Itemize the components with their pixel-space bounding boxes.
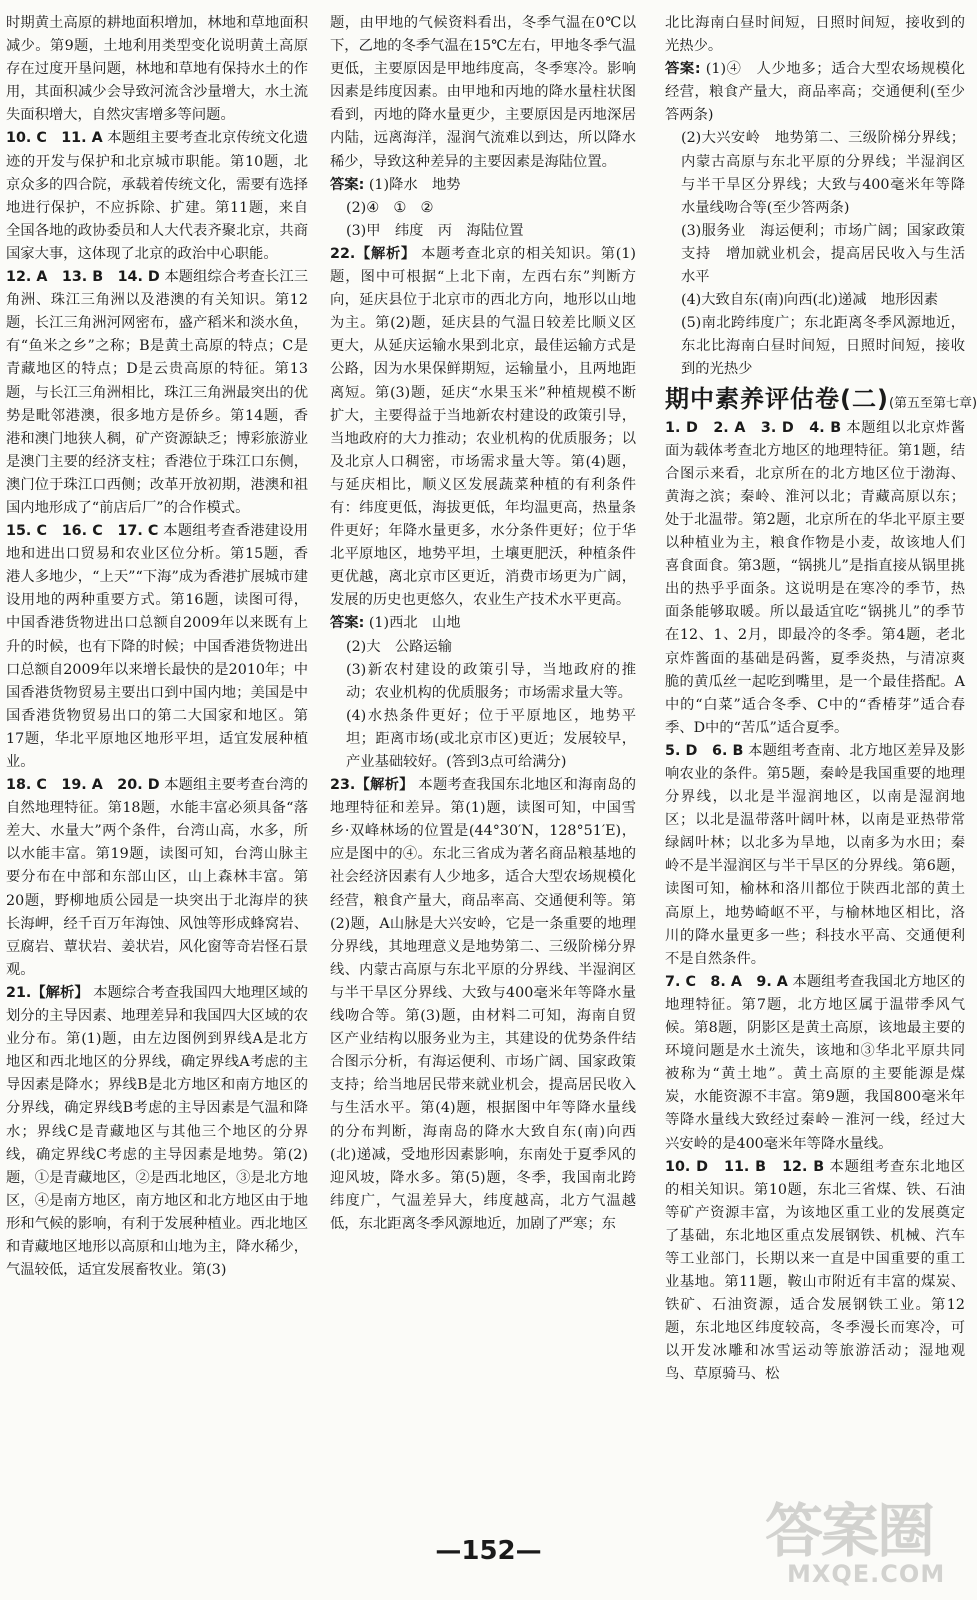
answer-entry — [6, 127, 308, 266]
entry-text: 北比海南白昼时间短，日照时间短，接收到的光热少。 — [665, 15, 965, 55]
answer-entry — [6, 774, 308, 982]
answer-entry — [330, 243, 636, 613]
entry-text: 本题考查我国东北地区和海南岛的地理特征和差异。第(1)题，读图可知，中国雪乡·双峰林场的位置是(44°30′N，128°51′E)，应是图中的④。东北三省成为著名商品粮基地的社会经济因素有人少地多，适合大型农场规模化经营，粮食产量大，商品率高、交通便利等。第(2)题，A山脉是大兴安岭，它是一条重要的地理分界线，其地理意义是地势第二、三级阶梯分界线、内蒙古高原与东北平原的分界线、半湿润区与半干旱区分界线、大致与400毫米年等降水量线吻合等。第(3)题，由材料二可知，海南自贸区产业结构以服务业为主，其建设的优势条件结合图示分析，有海运便利、市场广阔、国家政策支持；给当地居民带来就业机会，提高居民收入与生活水平。第(4)题，根据图中年等降水量线的分布判断，海南岛的降水大致自东(南)向西(北)递减，受地形因素影响，东南处于夏季风的迎风坡，降水多。第(5)题，冬季，我国南北跨纬度广，气温差异大，纬度越高，北方气温越低，东北距离冬季风源地近，加剧了严寒；东 — [330, 777, 637, 1232]
entry-text: 题，由甲地的气候资料看出，冬季气温在0℃以下，乙地的冬季气温在15℃左右，甲地冬季气温更低，主要原因是甲地纬度高，冬季寒冷。影响因素是纬度因素。由甲地和丙地的降水量柱状图看到，丙地的降水量更少，主要原因是丙地深居内陆，远离海洋，湿润气流难以到达，所以降水稀少，导致这种差异的主要因素是海陆位置。 — [330, 15, 636, 170]
answer-entry — [330, 774, 636, 1236]
entry-text: 本题组考查我国北方地区的地理特征。第7题，北方地区属于温带季风气候。第8题，阴影区是黄土高原，该地最主要的环境问题是水土流失，该地和③华北平原共同被称为“黄土地”。黄土高原的主要能源是煤炭，水能资源不丰富。第9题，我国800毫米年等降水量线大致经过秦岭－淮河一线，经过大兴安岭的是400毫米年等降水量线。 — [665, 973, 965, 1152]
entry-lead: 7. C 8. A 9. A — [665, 973, 788, 990]
entry-text: 本题组主要考查台湾的自然地理特征。第18题，水能丰富必须具备“落差大、水量大”两个条件，台湾山高，水多，所以水能丰富。第19题，读图可知，台湾山脉主要分布在中部和东部山区，山上森林丰富。第20题，野柳地质公园是一块突出于北海岸的狭长海岬，经千百万年海蚀、风蚀等形成蜂窝岩、豆腐岩、蕈状岩、姜状岩，风化窗等奇岩怪石景观。 — [6, 777, 309, 978]
watermark-logo-text: 答案圈 — [765, 1497, 934, 1565]
answer-entry — [665, 220, 965, 289]
answer-entry — [665, 971, 965, 1156]
entry-lead: 21.【解析】 — [6, 984, 89, 1001]
entry-text: (2)大 公路运输 — [346, 638, 453, 655]
entry-text: (4)大致自东(南)向西(北)递减 地形因素 — [681, 292, 939, 309]
entry-text: (4)水热条件更好；位于平原地区，地势平坦；距离市场(或北京市区)更近；发展较早，产业基础较好。(答到3点可给满分) — [346, 707, 636, 770]
entry-text: (1)④ 人少地多；适合大型农场规模化经营，粮食产量大，商品率高；交通便利(至少答两条) — [665, 61, 966, 124]
entry-text: 本题组主要考查北京传统文化遗迹的开发与保护和北京城市职能。第10题，北京众多的四合院，承载着传统文化，需要有选择地进行保护，不应拆除、扩建。第11题，来自全国各地的政协委员和人大代表齐聚北京，共商国家大事，这体现了北京的政治中心职能。 — [6, 130, 309, 262]
answer-entry — [665, 127, 965, 219]
entry-text: (1)降水 地势 — [368, 176, 461, 193]
answer-entry — [330, 220, 636, 243]
answer-entry — [665, 740, 965, 971]
middle-column — [330, 12, 636, 1236]
entry-text: 本题组综合考查长江三角洲、珠江三角洲以及港澳的有关知识。第12题，长江三角洲河网密布，盛产稻米和淡水鱼，有“鱼米之乡”之称；B是黄土高原的特点；C是青藏地区的特点；D是云贵高原的特征。第13题，与长江三角洲相比，珠江三角洲最突出的优势是毗邻港澳，很多地方是侨乡。第14题，香港和澳门地狭人稠，矿产资源缺乏；博彩旅游业是澳门主要的经济支柱；香港位于珠江口东侧，澳门位于珠江口西侧；改革开放初期，港澳和祖国内地形成了“前店后厂”的合作模式。 — [6, 269, 309, 516]
answer-entry — [330, 12, 636, 174]
entry-text: (2)大兴安岭 地势第二、三级阶梯分界线；内蒙古高原与东北平原的分界线；半湿润区与半干旱区分界线；大致与400毫米年等降水量线吻合等(至少答两条) — [681, 130, 965, 216]
entry-text: 本题综合考查我国四大地理区域的划分的主导因素、地理差异和我国四大区域的农业分布。第(1)题，由左边图例到界线A是北方地区和西北地区的分界线，确定界线A考虑的主导因素是降水；界线B是北方地区和南方地区的分界线，确定界线B考虑的主导因素是气温和降水；界线C是青藏地区与其他三个地区的分界线，确定界线C考虑的主导因素是地势。第(2)题，①是青藏地区，②是西北地区，③是北方地区，④是南方地区，南方地区和北方地区由于地形和气候的影响，有利于发展种植业。西北地区和青藏地区地形以高原和山地为主，降水稀少，气温较低，适宜发展畜牧业。第(3) — [6, 984, 309, 1279]
answer-entry — [330, 659, 636, 705]
entry-text: (3)服务业 海运便利；市场广阔；国家政策支持 增加就业机会，提高居民收入与生活水平 — [681, 222, 965, 286]
entry-lead: 10. D 11. B 12. B — [665, 1158, 825, 1175]
entry-text: (3)新农村建设的政策引导，当地政府的推动；农业机构的优质服务；市场需求量大等。 — [346, 661, 636, 701]
entry-lead: 18. C 19. A 20. D — [6, 777, 160, 794]
answer-entry — [665, 289, 965, 312]
watermark-url-text: MXQE.COM — [787, 1560, 946, 1588]
entry-text: 本题组考查香港建设用地和进出口贸易和农业区位分析。第15题，香港人多地少，“上天”“下海”成为香港扩展城市建设用地的两种重要方式。第16题，读图可得，中国香港货物进出口总额自2009年以来既有上升的时候，也有下降的时候；中国香港货物进出口总额自2009年以来增长最快的是2010年；中国香港货物贸易主要出口到中国内地；美国是中国香港货物贸易出口的第二大国家和地区。第17题，华北平原地区地形平坦，适宜发展种植业。 — [6, 523, 309, 770]
entry-lead: 5. D 6. B — [665, 742, 744, 759]
answer-entry — [330, 174, 636, 197]
answer-entry — [6, 982, 308, 1282]
entry-lead: 15. C 16. C 17. C — [6, 523, 159, 540]
answer-entry — [665, 12, 965, 58]
entry-text: 时期黄土高原的耕地面积增加，林地和草地面积减少。第9题，土地利用类型变化说明黄土高原存在过度开垦问题，林地和草地有保持水土的作用，其面积减少会导致河流含沙量增大，水土流失面积增大，自然灾害增多等问题。 — [6, 15, 308, 124]
entry-lead: 10. C 11. A — [6, 130, 103, 147]
right-bottom-block — [665, 417, 965, 1387]
answer-entry — [6, 12, 308, 127]
answer-entry — [6, 520, 308, 774]
entry-lead: 答案: — [665, 61, 701, 78]
answer-entry — [665, 58, 965, 127]
exam-subtitle: (第五至第七章) — [888, 395, 977, 411]
entry-lead: 1. D 2. A 3. D 4. B — [665, 419, 842, 436]
entry-text: (1)西北 山地 — [368, 615, 461, 632]
entry-text: (5)南北跨纬度广；东北距离冬季风源地近，东北比海南白昼时间短，日照时间短，接收到的光热少 — [681, 315, 965, 378]
entry-lead: 答案: — [330, 176, 365, 193]
entry-text: 本题组以北京炸酱面为载体考查北方地区的地理特征。第1题，结合图示来看，北京所在的北方地区位于渤海、黄海之滨；秦岭、淮河以北；青藏高原以东；处于北温带。第2题，北京所在的华北平原主要以种植业为主，粮食作物是小麦，故该地人们喜食面食。第3题，“锅挑儿”是指直接从锅里挑出的热乎乎面条。这说明是在寒冷的季节，热面条能够取暖。所以最适宜吃“锅挑儿”的季节在12、1、2月，即最冷的冬季。第4题，老北京炸酱面的基础是码酱，夏季炎热，与清凉爽脆的黄瓜丝一起吃到嘴里，是一个最佳搭配。A中的“白菜”适合冬季、C中的“香椿芽”适合春季、D中的“苦瓜”适合夏季。 — [665, 419, 966, 736]
entry-lead: 12. A 13. B 14. D — [6, 269, 160, 286]
answer-entry — [665, 312, 965, 381]
answer-entry — [330, 612, 636, 635]
answer-entry — [665, 1156, 965, 1387]
exam-title — [665, 384, 977, 415]
watermark-logo — [765, 1478, 965, 1594]
answer-entry — [330, 197, 636, 220]
exam-title-text: 期中素养评估卷(二) — [665, 384, 889, 413]
left-column — [6, 12, 308, 1282]
entry-text: (3)甲 纬度 丙 海陆位置 — [346, 222, 524, 239]
answer-entry — [665, 417, 965, 740]
right-column — [665, 12, 977, 1387]
entry-lead: 23.【解析】 — [330, 777, 414, 794]
right-top-block — [665, 12, 965, 382]
entry-text: (2)④ ① ② — [346, 199, 434, 216]
page-number: —152— — [435, 1536, 542, 1566]
answer-entry — [330, 636, 636, 659]
entry-lead: 22.【解析】 — [330, 245, 416, 262]
entry-text: 本题考查北京的相关知识。第(1)题，图中可根据“上北下南，左西右东”判断方向，延庆县位于北京市的西北方向，地形以山地为主。第(2)题，延庆县的气温日较差比顺义区更大，从延庆运输水果到北京，最佳运输方式是公路，因为水果保鲜期短，运输量小，且两地距离短。第(3)题，延庆“水果玉米”种植规模不断扩大，主要得益于当地新农村建设的政策引导，当地政府的大力推动；农业机构的优质服务；以及北京人口稠密，市场需求量大等。第(4)题，与延庆相比，顺义区发展蔬菜种植的有利条件有：纬度更低，海拔更低，年均温更高，热量条件更好；年降水量更多，水分条件更好；位于华北平原地区，地势平坦，土壤更肥沃，种植条件更优越，离北京市区更近，消费市场更为广阔，发展的历史也更悠久，农业生产技术水平更高。 — [330, 245, 637, 609]
entry-text: 本题组考查东北地区的相关知识。第10题，东北三省煤、铁、石油等矿产资源丰富，为该地区重工业的发展奠定了基础，东北地区重点发展钢铁、机械、汽车等工业部门，长期以来一直是中国重要的重工业基地。第11题，鞍山市附近有丰富的煤炭、铁矿、石油资源，适合发展钢铁工业。第12题，东北地区纬度较高，冬季漫长而寒冷，可以开发冰雕和冰雪运动等旅游活动；湿地观鸟、草原骑马、松 — [665, 1158, 966, 1383]
entry-text: 本题组考查南、北方地区差异及影响农业的条件。第5题，秦岭是我国重要的地理分界线，以北是半湿润地区，以南是湿润地区；以北是温带落叶阔叶林，以南是亚热带常绿阔叶林；以北多为旱地，以南多为水田；秦岭不是半湿润区与半干旱区的分界线。第6题，读图可知，榆林和洛川都位于陕西北部的黄土高原上，地势崎岖不平，与榆林地区相比，洛川的降水量更多一些；科技水平高、交通便利不是自然条件。 — [665, 742, 965, 967]
answer-entry — [330, 705, 636, 774]
answer-entry — [6, 266, 308, 520]
entry-lead: 答案: — [330, 615, 365, 632]
